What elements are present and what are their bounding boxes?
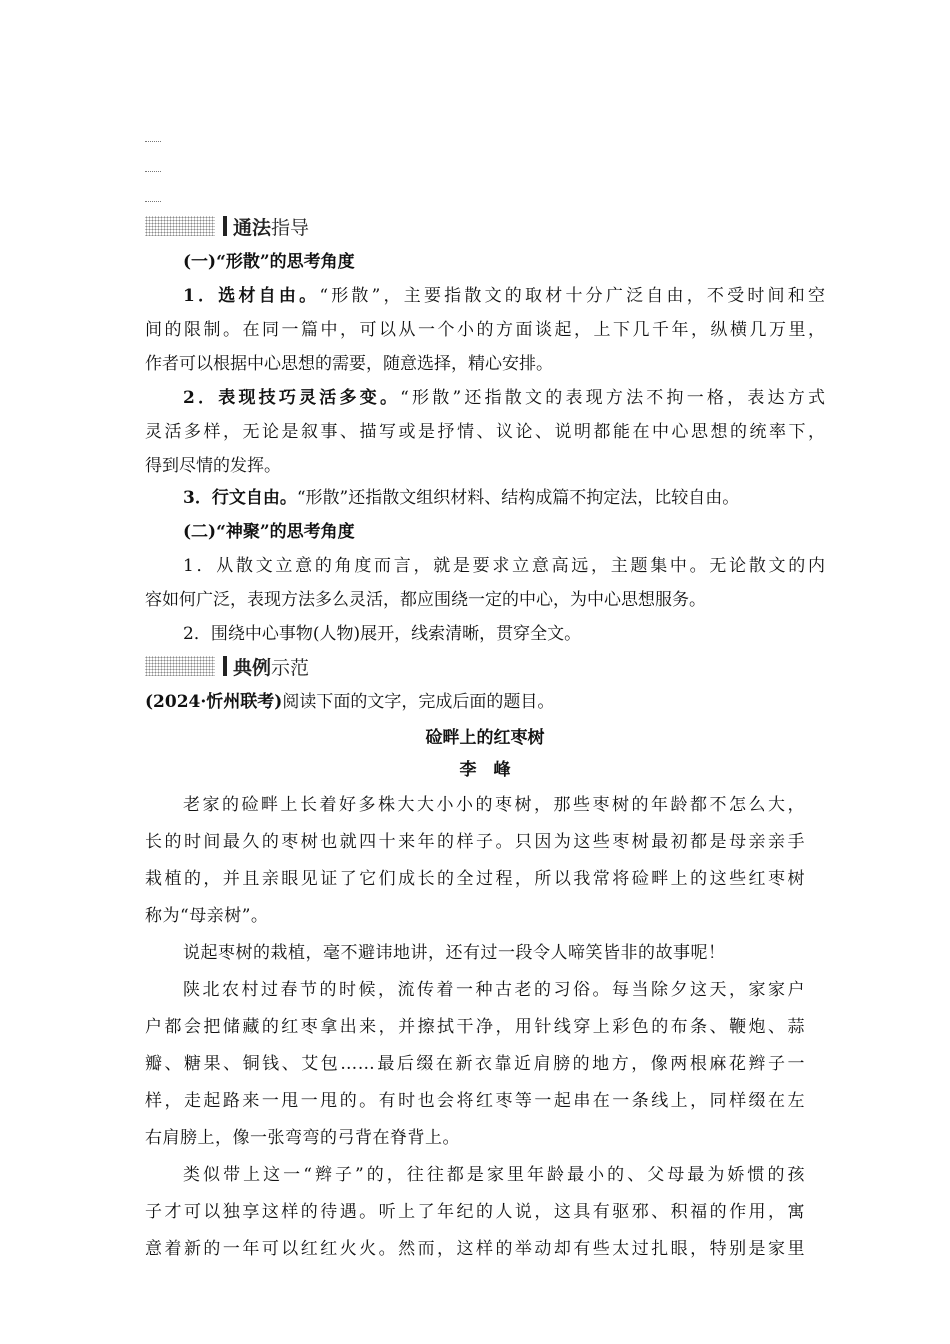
part1-item1-line2: 间的限制。在同一篇中，可以从一个小的方面谈起，上下几千年，纵横几万里， <box>145 320 825 340</box>
article-title: 硷畔上的红枣树 <box>425 728 545 748</box>
part1-item3: 3．行文自由。“形散”还指散文组织材料、结构成篇不拘定法，比较自由。 <box>183 488 740 508</box>
story-line: 意着新的一年可以红红火火。然而，这样的举动却有些太过扎眼，特别是家里 <box>145 1239 805 1259</box>
example-instruction: (2024·忻州联考)阅读下面的文字，完成后面的题目。 <box>145 692 555 712</box>
story-line: 户都会把储藏的红枣拿出来，并擦拭干净，用针线穿上彩色的布条、鞭炮、蒜 <box>145 1017 805 1037</box>
part2-item1-line2: 容如何广泛，表现方法多么灵活，都应围绕一定的中心，为中心思想服务。 <box>145 590 706 610</box>
article-author: 李 峰 <box>459 760 511 780</box>
story-line: 栽植的，并且亲眼见证了它们成长的全过程，所以我常将硷畔上的这些红枣树 <box>145 869 805 889</box>
story-line: 称为“母亲树”。 <box>145 906 269 926</box>
margin-dot-mark <box>145 171 161 172</box>
margin-dot-mark <box>145 201 161 202</box>
story-line: 样，走起路来一甩一甩的。有时也会将红枣等一起串在一条线上，同样缀在左 <box>145 1091 805 1111</box>
section-header-example <box>145 653 309 679</box>
story-line: 长的时间最久的枣树也就四十来年的样子。只因为这些枣树最初都是母亲亲手 <box>145 832 805 852</box>
story-line: 子才可以独享这样的待遇。听上了年纪的人说，这具有驱邪、积福的作用，寓 <box>145 1202 805 1222</box>
section-title: 通法指导 <box>233 216 310 239</box>
part1-item2-line2: 灵活多样，无论是叙事、描写或是抒情、议论、说明都能在中心思想的统率下， <box>145 422 825 442</box>
section-title: 典例示范 <box>233 656 310 679</box>
margin-dot-mark <box>145 141 161 142</box>
part1-heading: (一)“形散”的思考角度 <box>183 252 355 272</box>
story-line: 老家的硷畔上长着好多株大大小小的枣树，那些枣树的年龄都不怎么大， <box>183 795 805 815</box>
part1-item2-line1: 2．表现技巧灵活多变。“形散”还指散文的表现方法不拘一格，表达方式 <box>183 388 825 408</box>
story-line: 陕北农村过春节的时候，流传着一种古老的习俗。每当除夕这天，家家户 <box>183 980 805 1000</box>
part2-heading: (二)“神聚”的思考角度 <box>183 522 355 542</box>
story-line: 说起枣树的栽植，毫不避讳地讲，还有过一段令人啼笑皆非的故事呢！ <box>183 943 726 963</box>
part1-item1-line1: 1．选材自由。“形散”，主要指散文的取材十分广泛自由，不受时间和空 <box>183 286 825 306</box>
part2-item2: 2．围绕中心事物(人物)展开，线索清晰，贯穿全文。 <box>183 624 582 644</box>
part1-item2-line3: 得到尽情的发挥。 <box>145 456 281 476</box>
part1-item1-line3: 作者可以根据中心思想的需要，随意选择，精心安排。 <box>145 354 553 374</box>
hatch-decoration <box>145 656 215 676</box>
section-header-method <box>145 213 309 239</box>
story-line: 右肩膀上，像一张弯弯的弓背在脊背上。 <box>145 1128 460 1148</box>
header-bar <box>223 216 227 236</box>
story-line: 类似带上这一“辫子”的，往往都是家里年龄最小的、父母最为娇惯的孩 <box>183 1165 805 1185</box>
story-line: 瓣、糖果、铜钱、艾包……最后缀在新衣靠近肩膀的地方，像两根麻花辫子一 <box>145 1054 805 1074</box>
part2-item1-line1: 1．从散文立意的角度而言，就是要求立意高远，主题集中。无论散文的内 <box>183 556 825 576</box>
header-bar <box>223 656 227 676</box>
hatch-decoration <box>145 216 215 236</box>
